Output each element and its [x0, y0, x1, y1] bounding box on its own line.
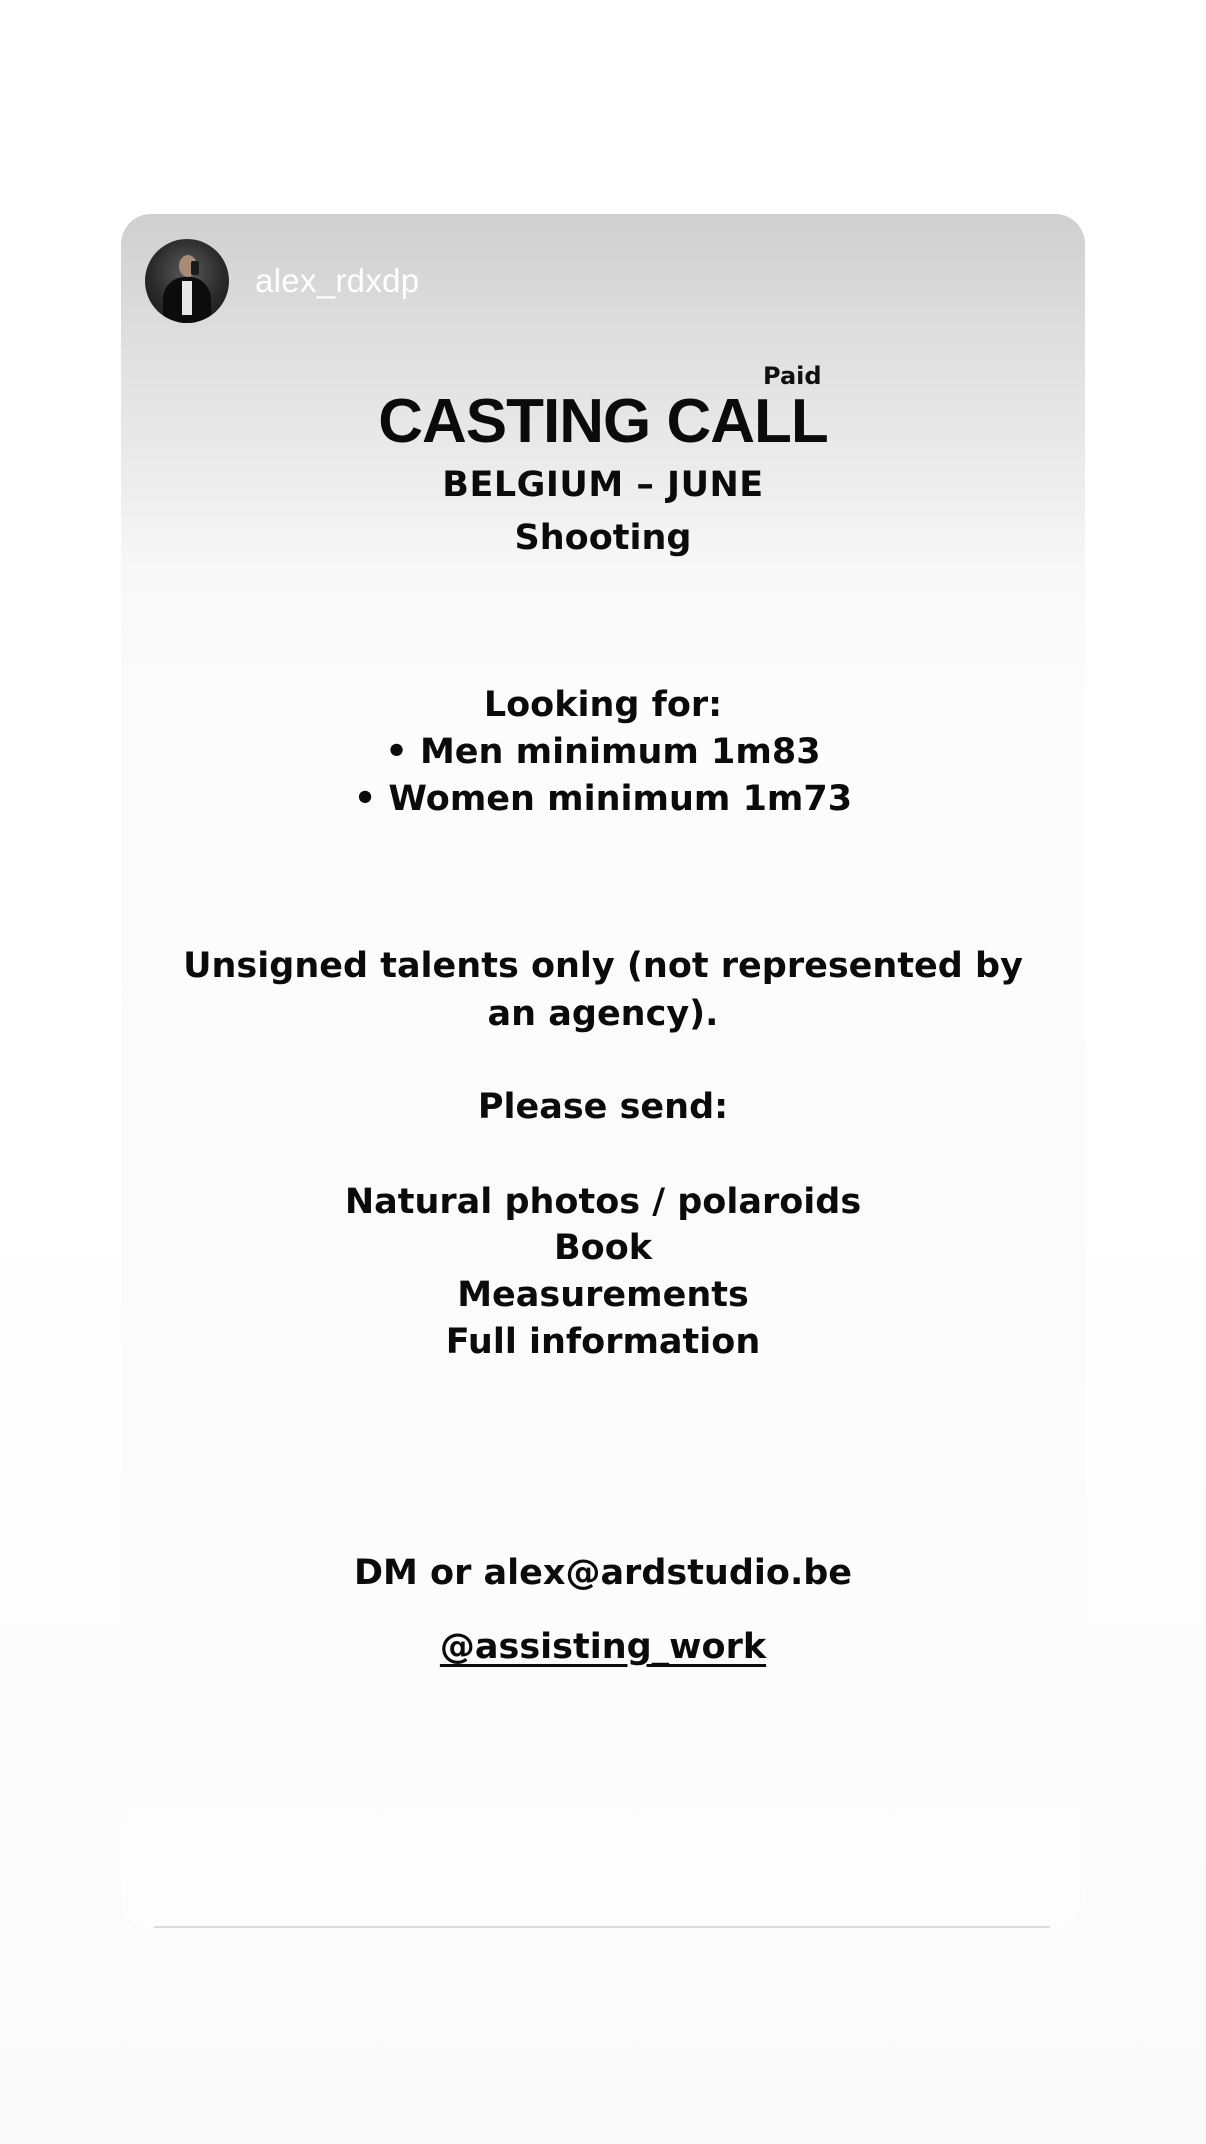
story-card[interactable] — [121, 214, 1085, 1928]
send-item-book: Book — [553, 1228, 653, 1268]
card-bottom-divider — [154, 1926, 1050, 1928]
please-send-heading: Please send: — [477, 1087, 729, 1127]
username-label[interactable]: alex_rdxdp — [255, 262, 420, 299]
requirement-men: • Men minimum 1m83 — [385, 732, 821, 772]
paid-tag: Paid — [763, 362, 822, 390]
send-item-measurements: Measurements — [457, 1275, 749, 1315]
mention-text[interactable]: @assisting_work — [439, 1627, 767, 1667]
requirement-women: • Women minimum 1m73 — [353, 779, 853, 819]
mention-link[interactable] — [121, 1624, 1085, 1670]
send-item-photos: Natural photos / polaroids — [344, 1182, 862, 1222]
looking-for-heading: Looking for: — [483, 685, 723, 725]
unsigned-notice-line-2: an agency). — [487, 994, 719, 1034]
contact-info: DM or alex@ardstudio.be — [353, 1553, 853, 1593]
unsigned-notice-line-1: Unsigned talents only (not represented by — [183, 946, 1023, 986]
shooting-label: Shooting — [514, 518, 692, 558]
story-header — [145, 238, 419, 324]
location-date-subtitle: BELGIUM – JUNE — [442, 465, 764, 505]
send-item-information: Full information — [445, 1322, 761, 1362]
casting-call-title: CASTING CALL — [378, 387, 828, 456]
profile-avatar-icon[interactable] — [145, 239, 229, 323]
